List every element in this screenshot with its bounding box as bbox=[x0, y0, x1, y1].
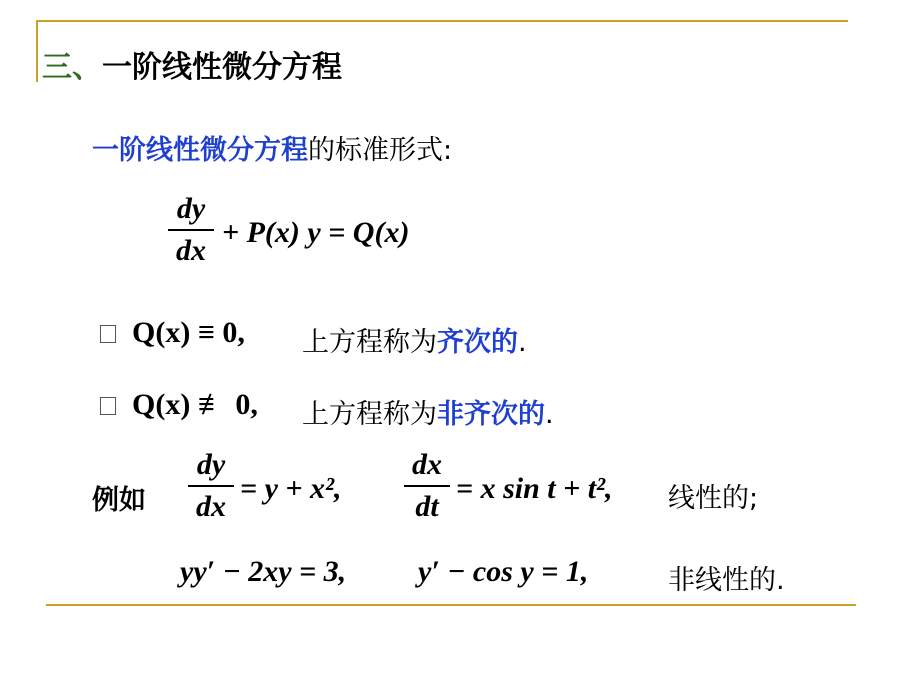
case-homogeneous-highlight: 齐次的 bbox=[437, 327, 518, 358]
case-homogeneous-math: Q(x) ≡ 0, bbox=[132, 316, 245, 349]
example1-numerator: dy bbox=[196, 448, 226, 481]
example2-fraction bbox=[404, 448, 450, 524]
case-nonhomogeneous-text bbox=[302, 392, 554, 431]
intro-rest: 的标准形式: bbox=[308, 135, 453, 166]
fraction-numerator: dy bbox=[176, 192, 206, 225]
case-nonhomogeneous-math: Q(x) ≢ 0, bbox=[132, 388, 258, 421]
case-nonhomogeneous-highlight: 非齐次的 bbox=[437, 399, 545, 430]
section-title: 一阶线性微分方程 bbox=[102, 50, 342, 85]
example1-denominator: dx bbox=[196, 490, 226, 523]
example3: yy′ − 2xy = 3, bbox=[180, 555, 347, 588]
fraction-bar bbox=[404, 485, 450, 487]
nonlinear-label: 非线性的. bbox=[668, 565, 785, 596]
standard-form-fraction bbox=[168, 192, 214, 268]
example1-fraction bbox=[188, 448, 234, 524]
example2-numerator: dx bbox=[412, 448, 442, 481]
page-title bbox=[42, 42, 342, 86]
bullet-icon bbox=[100, 325, 116, 343]
example1-rhs: = y + x², bbox=[240, 472, 342, 505]
intro-line bbox=[92, 128, 452, 167]
case-nonhomogeneous-label: 上方程称为 bbox=[302, 399, 437, 430]
case-homogeneous-text bbox=[302, 320, 527, 359]
linear-label: 线性的; bbox=[668, 483, 759, 514]
bottom-rule bbox=[46, 604, 856, 606]
fraction-bar bbox=[168, 229, 214, 231]
case-homogeneous-label: 上方程称为 bbox=[302, 327, 437, 358]
section-number: 三、 bbox=[42, 50, 102, 85]
fraction-bar bbox=[188, 485, 234, 487]
examples-label: 例如 bbox=[92, 485, 146, 516]
example4: y′ − cos y = 1, bbox=[418, 555, 589, 588]
intro-highlight: 一阶线性微分方程 bbox=[92, 135, 308, 166]
top-rule bbox=[36, 20, 848, 22]
bullet-icon bbox=[100, 397, 116, 415]
example2-denominator: dt bbox=[415, 490, 439, 523]
left-rule bbox=[36, 20, 38, 82]
case-nonhomogeneous-end: . bbox=[545, 399, 554, 430]
standard-form-rhs: + P(x) y = Q(x) bbox=[222, 216, 410, 249]
case-homogeneous-end: . bbox=[518, 327, 527, 358]
example2-rhs: = x sin t + t², bbox=[456, 472, 613, 505]
fraction-denominator: dx bbox=[176, 234, 206, 267]
